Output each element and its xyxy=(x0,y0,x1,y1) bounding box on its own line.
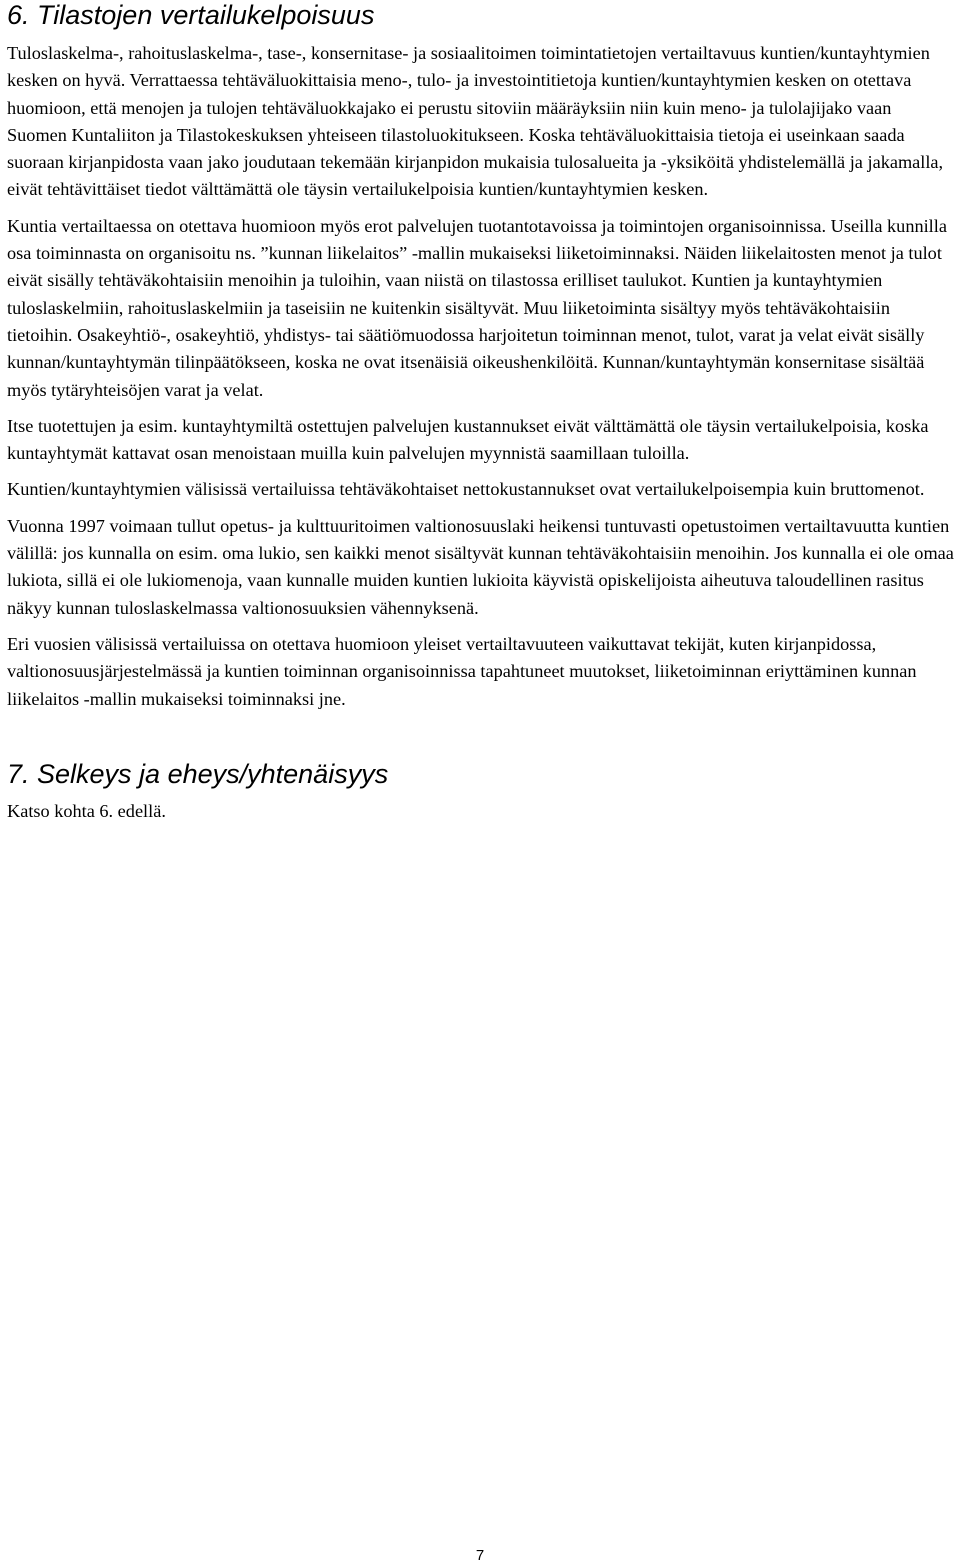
section-7-heading: 7. Selkeys ja eheys/yhtenäisyys xyxy=(7,758,389,789)
section-6-heading: 6. Tilastojen vertailukelpoisuus xyxy=(7,0,375,30)
section-6-paragraph-4: Kuntien/kuntayhtymien välisissä vertailuissa tehtäväkohtaiset nettokustannukset ovat vertailukelpoisempia kuin bruttomenot. xyxy=(7,479,925,500)
section-6-paragraph-5: Vuonna 1997 voimaan tullut opetus- ja kulttuuritoimen valtionosuuslaki heikensi tuntuvasti opetustoimen vertailtavuutta kuntien välillä: jos kunnalla on esim. oma lukio, sen kaikki menot sisältyvät kunnan tehtäväkohtaisiin menoihin. Jos kunnalla ei ole omaa lukiota, sillä ei ole lukiomenoja, vaan kunnalle muiden kuntien lukioita käyvistä opiskelijoista aiheutuva taloudellinen rasitus näkyy kunnan tuloslaskelmassa valtionosuuksien vähennyksenä. xyxy=(7,515,954,618)
section-6-paragraph-2: Kuntia vertailtaessa on otettava huomioon myös erot palvelujen tuotantotavoissa ja toimintojen organisoinnissa. Useilla kunnilla osa toiminnasta on organisoitu ns. ”kunnan liikelaitos” -mallin mukaiseksi liiketoiminnaksi. Näiden liikelaitosten menot ja tulot eivät sisälly tehtäväkohtaisiin menoihin ja tuloihin, vaan niistä on tilastossa erilliset taulukot. Kuntien ja kuntayhtymien tuloslaskelmiin, rahoituslaskelmiin ja taseisiin ne kuitenkin sisältyvät. Muu liiketoiminta sisältyy myös tehtäväkohtaisiin tietoihin. Osakeyhtiö-, osakeyhtiö, yhdistys- tai säätiömuodossa harjoitetun toiminnan menot, tulot, varat ja velat eivät sisälly kunnan/kuntayhtymän tilinpäätökseen, koska ne ovat itsenäisiä oikeushenkilöitä. Kunnan/kuntayhtymän konsernitase sisältää myös tytäryhteisöjen varat ja velat. xyxy=(7,215,947,400)
page-number: 7 xyxy=(475,1547,485,1564)
document-page xyxy=(7,0,955,825)
section-6-paragraph-3: Itse tuotettujen ja esim. kuntayhtymiltä ostettujen palvelujen kustannukset eivät välttämättä ole täysin vertailukelpoisia, koska kuntayhtymät kattavat osan menoistaan muilla kuin palvelujen myynnistä saamillaan tuloilla. xyxy=(7,415,929,464)
section-6-paragraph-6: Eri vuosien välisissä vertailuissa on otettava huomioon yleiset vertailtavuuteen vaikuttavat tekijät, kuten kirjanpidossa, valtionosuusjärjestelmässä ja kuntien toiminnan organisoinnissa tapahtuneet muutokset, liiketoiminnan eriyttäminen kunnan liikelaitos -mallin mukaiseksi toiminnaksi jne. xyxy=(7,633,917,709)
section-6-paragraph-1: Tuloslaskelma-, rahoituslaskelma-, tase-, konsernitase- ja sosiaalitoimen toimintatietojen vertailtavuus kuntien/kuntayhtymien kesken on hyvä. Verrattaessa tehtäväluokittaisia meno-, tulo- ja investointitietoja kuntien/kuntayhtymien kesken on otettava huomioon, että menojen ja tulojen tehtäväluokkajako ei perustu sitoviin määräyksiin niin kuin meno- ja tulolajijako vaan Suomen Kuntaliiton ja Tilastokeskuksen yhteiseen tilastoluokitukseen. Koska tehtäväluokittaisia tietoja ei useinkaan saada suoraan kirjanpidosta vaan jako joudutaan tekemään kirjanpidon mukaisia tulosalueita ja -yksiköitä yhdistelemällä ja jakamalla, eivät tehtävittäiset tiedot välttämättä ole täysin vertailukelpoisia kuntien/kuntayhtymien kesken. xyxy=(7,43,944,200)
section-7-paragraph-1: Katso kohta 6. edellä. xyxy=(7,800,166,821)
